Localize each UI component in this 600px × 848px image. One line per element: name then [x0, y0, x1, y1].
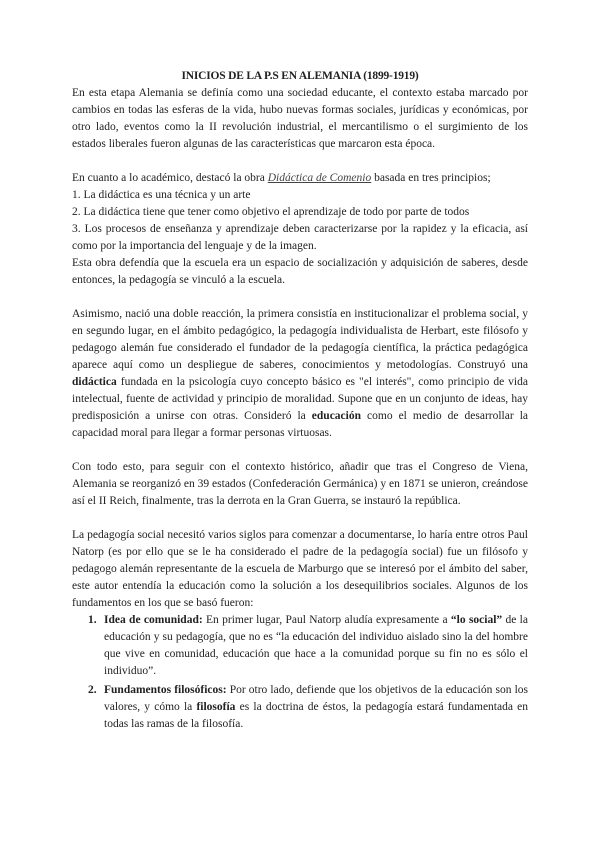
- paragraph-context: En esta etapa Alemania se definía como una sociedad educante, el contexto estaba marcado por cambios en todas las esferas de la vida, hubo nuevas formas sociales, jurídicas y económicas, por otro lado, eventos como la II revolución industrial, el mercantilismo o el surgimiento de los estados liberales fueron algunas de las características que marcaron esta época.: [72, 87, 528, 150]
- fundamento-text-before: En primer lugar, Paul Natorp aludía expresamente a: [202, 614, 451, 626]
- paragraph-historical-context: Con todo esto, para seguir con el contexto histórico, añadir que tras el Congreso de Viena, Alemania se reorganizó en 39 estados (Confederación Germánica) y en 1871 se unieron, creándose así el II Reich, finalmente, tras la derrota en la Gran Guerra, se instauró la república.: [72, 461, 528, 507]
- bold-term-educacion: educación: [311, 410, 361, 422]
- list-number: 1.: [88, 614, 97, 626]
- fundamento-text-after: de la educación y su pedagogía, que no es “la educación del individuo aislado sino la del hombre que vive en comunidad, educación que hace a la comunidad porque su fin no es sólo el individuo”.: [104, 614, 528, 677]
- bold-term-didactica: didáctica: [72, 376, 117, 388]
- paragraph-gap: [72, 153, 528, 170]
- paragraph-gap: [72, 442, 528, 459]
- fundamento-item: [72, 612, 528, 680]
- paragraph-academic-intro: [72, 170, 528, 187]
- fundamento-bold: “lo social”: [450, 614, 503, 626]
- fundamento-bold: filosofía: [196, 701, 236, 713]
- fundamento-label: Idea de comunidad:: [104, 614, 203, 626]
- paragraph-gap: [72, 510, 528, 527]
- herbart-text-1: Asimismo, nació una doble reacción, la primera consistía en institucionalizar el problema social, y en segundo lugar, en el ámbito pedagógico, la pedagogía individualista de Herbart, este filósofo y pedagogo alemán fue considerado el fundador de la pedagogía científica, la práctica pedagógica aparece aquí como un despliegue de saberes, conocimientos y metodologías. Construyó una: [72, 308, 528, 371]
- herbart-text-3: como el medio de desarrollar la capacidad moral para llegar a formar personas virtuosas.: [72, 410, 528, 439]
- fundamento-text-before: Por otro lado, defiende que los objetivos de la educación son los valores, y cómo la: [104, 684, 528, 713]
- fundamento-label: Fundamentos filosóficos:: [104, 684, 227, 696]
- paragraph-herbart: [72, 306, 528, 442]
- document-title: INICIOS DE LA P.S EN ALEMANIA (1899-1919): [181, 70, 419, 82]
- principle-item: 1. La didáctica es una técnica y un arte: [72, 189, 251, 201]
- document-page: [72, 68, 528, 733]
- paragraph-natorp: La pedagogía social necesitó varios siglos para comenzar a documentarse, lo haría entre otros Paul Natorp (es por ello que se le ha considerado el padre de la pedagogía social) fue un filósofo y pedagogo alemán representante de la escuela de Marburgo que se interesó por el ámbito del saber, este autor entendía la educación como la solución a los desequilibrios sociales. Algunos de los fundamentos en los que se basó fueron:: [72, 529, 528, 609]
- principle-item: 2. La didáctica tiene que tener como objetivo el aprendizaje de todo por parte de todos: [72, 206, 470, 218]
- list-number: 2.: [88, 684, 97, 696]
- herbart-text-2: fundada en la psicología cuyo concepto básico es "el interés", como principio de vida intelectual, fuente de actividad y principio de moralidad. Supone que en un conjunto de ideas, hay predisposición a unirse con otras. Consideró la: [72, 376, 528, 422]
- principle-item: 3. Los procesos de enseñanza y aprendizaje deben caracterizarse por la rapidez y la eficacia, así como por la importancia del lenguaje y de la imagen.: [72, 223, 528, 252]
- academic-intro-before: En cuanto a lo académico, destacó la obra: [72, 172, 268, 184]
- fundamento-text-after: es la doctrina de éstos, la pedagogía estará fundamentada en todas las ramas de la filosofía.: [104, 701, 528, 730]
- fundamentos-list: [72, 612, 528, 733]
- paragraph-academic-closing: Esta obra defendía que la escuela era un espacio de socialización y adquisición de saberes, desde entonces, la pedagogía se vinculó a la escuela.: [72, 257, 528, 286]
- fundamento-item: [72, 682, 528, 733]
- work-title: Didáctica de Comenio: [267, 172, 372, 184]
- paragraph-gap: [72, 289, 528, 306]
- academic-intro-after: basada en tres principios;: [371, 172, 491, 184]
